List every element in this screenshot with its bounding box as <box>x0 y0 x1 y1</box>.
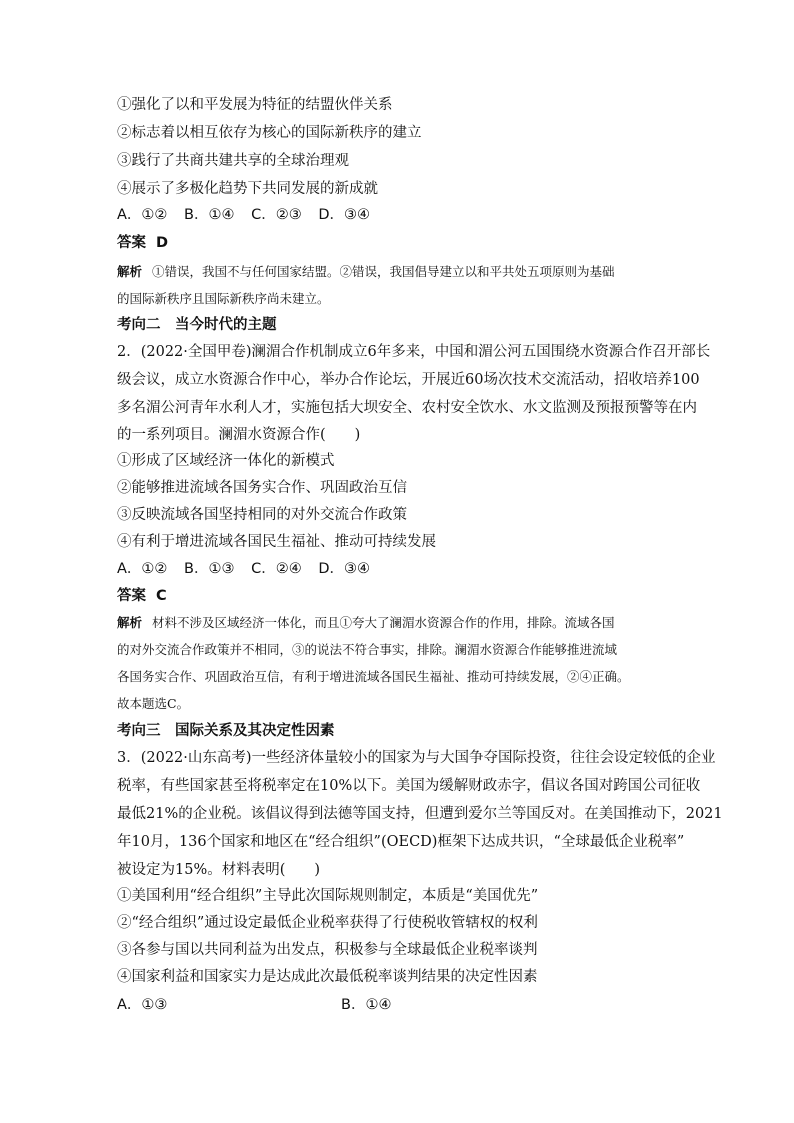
q3-stem-line-1: 3．(2022·山东高考)一些经济体量较小的国家为与大国争夺国际投资，往往会设定较低的企业 <box>117 750 716 766</box>
answer-label: 答案 <box>117 235 146 251</box>
explanation-label: 解析 <box>117 615 143 630</box>
answer-value: D <box>156 235 169 251</box>
q1-option-3: ③践行了共商共建共享的全球治理观 <box>117 153 349 169</box>
q3-stem-line-3: 最低21%的企业税。该倡议得到法德等国支持，但遭到爱尔兰等国反对。在美国推动下，2021 <box>117 806 723 822</box>
q2-choice-b: B．①③ <box>184 561 235 577</box>
q2-answer <box>117 587 167 605</box>
q2-explanation-line-2: 的对外交流合作政策并不相同，③的说法不符合事实，排除。澜湄水资源合作能够推进流域 <box>117 642 618 657</box>
q2-option-3: ③反映流域各国坚持相同的对外交流合作政策 <box>117 507 407 523</box>
q1-option-1: ①强化了以和平发展为特征的结盟伙伴关系 <box>117 97 393 113</box>
q2-stem-line-1: 2．(2022·全国甲卷)澜湄合作机制成立6年多来，中国和湄公河五国围绕水资源合作召开部长 <box>117 344 711 360</box>
q3-stem-line-5: 被设定为15%。材料表明( ) <box>117 862 321 878</box>
section-heading-2: 考向二 当今时代的主题 <box>117 317 277 333</box>
q3-option-3: ③各参与国以共同利益为出发点，积极参与全球最低企业税率谈判 <box>117 942 538 958</box>
section-heading-3: 考向三 国际关系及其决定性因素 <box>117 723 335 739</box>
q1-choice-b: B．①④ <box>184 207 235 223</box>
q2-explanation-line-4: 故本题选C。 <box>117 696 190 711</box>
q3-stem-line-2: 税率，有些国家甚至将税率定在10%以下。美国为缓解财政赤字，倡议各国对跨国公司征收 <box>117 778 701 794</box>
q1-answer <box>117 234 168 252</box>
q3-stem-line-4: 年10月，136个国家和地区在“经合组织”(OECD)框架下达成共识，“全球最低企业税率” <box>117 834 685 850</box>
q2-stem-line-4: 的一系列项目。澜湄水资源合作( ) <box>117 427 361 443</box>
q3-choice-b: B．①④ <box>341 997 392 1013</box>
q2-choice-d: D．③④ <box>318 561 370 577</box>
q2-explanation-line-3: 各国务实合作、巩固政治互信，有利于增进流域各国民生福祉、推动可持续发展，②④正确。 <box>117 669 630 684</box>
q2-choice-c: C．②④ <box>251 561 302 577</box>
q2-option-2: ②能够推进流域各国务实合作、巩固政治互信 <box>117 480 407 496</box>
explanation-label: 解析 <box>117 264 143 279</box>
q1-choice-a: A．①② <box>117 207 168 223</box>
q2-stem-line-3: 多名湄公河青年水利人才，实施包括大坝安全、农村安全饮水、水文监测及预报预警等在内 <box>117 400 697 416</box>
q2-choice-a: A．①② <box>117 561 168 577</box>
q3-option-2: ②“经合组织”通过设定最低企业税率获得了行使税收管辖权的权利 <box>117 915 538 931</box>
q2-option-4: ④有利于增进流域各国民生福祉、推动可持续发展 <box>117 534 436 550</box>
q1-choices <box>117 206 382 224</box>
q3-option-1: ①美国利用“经合组织”主导此次国际规则制定，本质是“美国优先” <box>117 888 539 904</box>
q1-explanation-line-1: 解析 ①错误，我国不与任何国家结盟。②错误，我国倡导建立以和平共处五项原则为基础 <box>117 264 615 279</box>
q2-stem-line-2: 级会议，成立水资源合作中心，举办合作论坛，开展近60场次技术交流活动，招收培养100 <box>117 372 700 388</box>
q2-explanation-line-1: 解析 材料不涉及区域经济一体化，而且①夸大了澜湄水资源合作的作用，排除。流域各国 <box>117 615 615 630</box>
q3-choice-a: A．①③ <box>117 997 168 1013</box>
answer-label: 答案 <box>117 588 146 604</box>
q1-option-4: ④展示了多极化趋势下共同发展的新成就 <box>117 181 378 197</box>
q1-explanation-line-2: 的国际新秩序且国际新秩序尚未建立。 <box>117 291 330 306</box>
q1-option-2: ②标志着以相互依存为核心的国际新秩序的建立 <box>117 125 422 141</box>
q3-option-4: ④国家利益和国家实力是达成此次最低税率谈判结果的决定性因素 <box>117 969 538 985</box>
q1-choice-d: D．③④ <box>318 207 370 223</box>
q2-option-1: ①形成了区域经济一体化的新模式 <box>117 453 335 469</box>
q2-choices <box>117 560 382 578</box>
answer-value: C <box>156 588 167 604</box>
q1-choice-c: C．②③ <box>251 207 302 223</box>
